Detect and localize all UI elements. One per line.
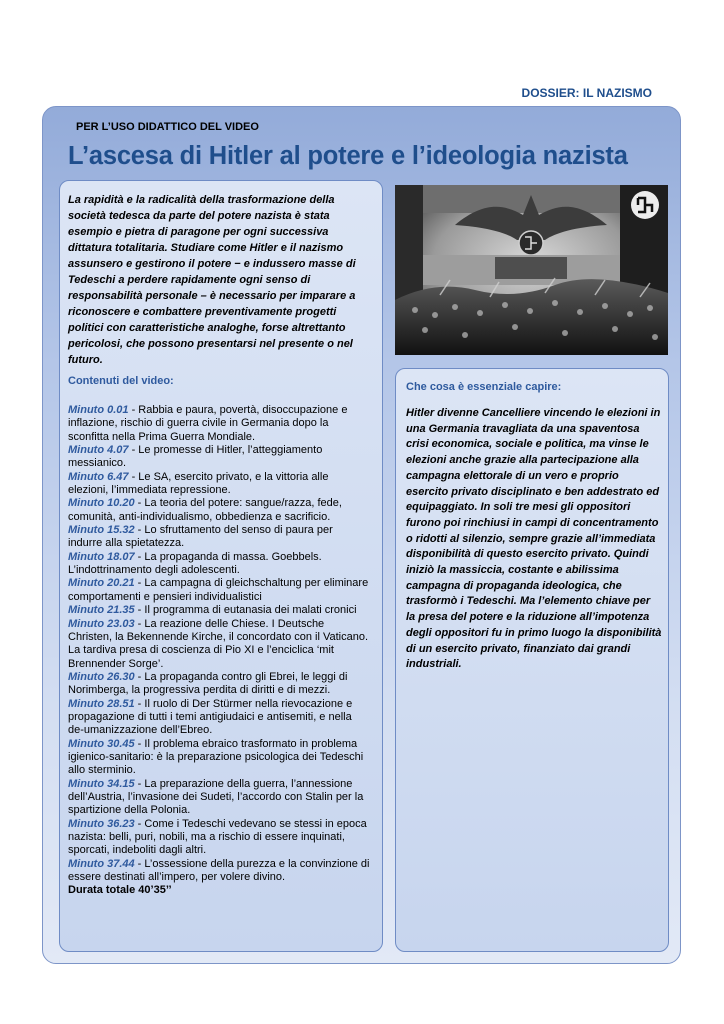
- minute-description: - La propaganda di massa. Goebbels. L’indottrinamento degli adolescenti.: [68, 550, 322, 577]
- contenuti-heading: Contenuti del video:: [68, 375, 174, 387]
- minute-entry: [68, 818, 370, 858]
- minute-label: Minuto 23.03: [68, 617, 135, 630]
- minute-label: Minuto 30.45: [68, 737, 135, 750]
- minute-description: - Il programma di eutanasia dei malati cronici: [134, 604, 357, 617]
- durata-totale: Durata totale 40’35’’: [68, 884, 172, 897]
- minute-description: - Il ruolo di Der Stürmer nella rievocazione e propagazione di tutti i temi antigiudaici e antisemiti, e nella de-umanizzazione dell’Ebreo.: [68, 697, 353, 737]
- page-title: L’ascesa di Hitler al potere e l’ideologia nazista: [68, 142, 628, 170]
- minute-label: Minuto 18.07: [68, 550, 135, 563]
- minute-entry: [68, 497, 370, 524]
- minute-description: - Rabbia e paura, povertà, disoccupazione e inflazione, rischio di guerra civile in Germania dopo la sconfitta nella Prima Guerra Mondiale.: [68, 404, 348, 443]
- minute-entry: [68, 858, 370, 885]
- minute-label: Minuto 37.44: [68, 857, 135, 870]
- essenziale-text: Hitler divenne Cancelliere vincendo le elezioni in una Germania travagliata da una spaventosa crisi economica, sociale e politica, ma vinse le elezioni anche grazie alla partecipazione alla campagna elettorale di un vero e proprio esercito privato disciplinato e ben addestrato ed equipaggiato. In soli tre mesi gli oppositori furono poi rinchiusi in campi di concentramento o ridotti al silenzio, sempre grazie all’immediata disponibilità di questo esercito privato. Quindi iniziò la massiccia, costante e abilissima campagna di propaganda ideologica, che trasformò i Tedeschi. Ma l’elemento chiave per la presa del potere e la riduzione all’impotenza degli oppositori fu in primo luogo la disponibilità di un esercito privato, finanziato dai grandi industriali.: [406, 407, 662, 671]
- minute-description: - Come i Tedeschi vedevano se stessi in epoca nazista: belli, puri, nobili, ma a rischio di essere inquinati, sporcati, indeboliti dagli altri.: [68, 817, 367, 857]
- intro-text: La rapidità e la radicalità della trasformazione della società tedesca da parte del potere nazista è stata esempio e pietra di paragone per ogni successiva dittatura totalitaria. Studiare come Hitler e il nazismo assunsero e gestirono il potere − e indussero masse di Tedeschi a perdere rapidamente ogni senso di responsabilità personale – è necessario per imparare a riconoscere e combattere preventivamente progetti politici con caratteristiche analoghe, forse altrettanto pericolosi, che possono presentarsi nel presente o nel futuro.: [68, 194, 356, 366]
- minute-description: - Lo sfruttamento del senso di paura per indurre alla spietatezza.: [68, 524, 333, 550]
- minute-label: Minuto 10.20: [68, 497, 135, 510]
- minute-label: Minuto 15.32: [68, 524, 135, 537]
- minute-entry: [68, 778, 370, 818]
- minute-label: Minuto 21.35: [68, 604, 135, 617]
- minute-description: - La reazione delle Chiese. I Deutsche Christen, la Bekennende Kirche, il concordato con il Vaticano. La tardiva presa di coscienza di Pio XI e l’enciclica ‘mit Brennender Sorge’.: [68, 617, 369, 670]
- per-uso-label: PER L’USO DIDATTICO DEL VIDEO: [76, 121, 259, 133]
- minute-entry: [68, 698, 370, 738]
- essenziale-heading: Che cosa è essenziale capire:: [406, 381, 562, 393]
- minute-entry: [68, 618, 370, 671]
- minute-description: - Le promesse di Hitler, l’atteggiamento messianico.: [68, 444, 323, 470]
- minute-label: Minuto 0.01: [68, 404, 129, 416]
- minute-label: Minuto 26.30: [68, 670, 135, 683]
- historical-photo: [395, 185, 668, 355]
- minute-label: Minuto 36.23: [68, 817, 135, 830]
- minute-description: - La campagna di gleichschaltung per eliminare comportamenti e pensieri individualistici: [68, 577, 369, 603]
- minute-entry: [68, 524, 370, 551]
- minute-entry: [68, 551, 370, 578]
- minute-entry: [68, 404, 370, 444]
- minute-entry: [68, 604, 370, 617]
- minute-description: - Il problema ebraico trasformato in problema igienico-sanitario: è la preparazione psicologica dei Tedeschi allo sterminio.: [68, 737, 364, 777]
- minute-label: Minuto 20.21: [68, 577, 135, 590]
- minute-entry: [68, 738, 370, 778]
- minute-description: - La teoria del potere: sangue/razza, fede, comunità, anti-individualismo, obbedienza e sacrificio.: [68, 497, 342, 523]
- minute-description: - Le SA, esercito privato, e la vittoria alle elezioni, l’immediata repressione.: [68, 470, 329, 497]
- minute-entry: [68, 471, 370, 498]
- minutes-list: [68, 404, 370, 898]
- minute-label: Minuto 34.15: [68, 777, 135, 790]
- dossier-label: DOSSIER: IL NAZISMO: [521, 86, 652, 100]
- minute-description: - La preparazione della guerra, l’annessione dell’Austria, l’invasione dei Sudeti, l’accordo con Stalin per la spartizione della Polonia.: [68, 777, 364, 817]
- minute-label: Minuto 6.47: [68, 470, 129, 483]
- minute-description: - L’ossessione della purezza e la convinzione di essere destinati all’impero, per volere divino.: [68, 857, 370, 884]
- minute-entry: [68, 671, 370, 698]
- minute-label: Minuto 4.07: [68, 444, 129, 457]
- historical-photo-reichstag-icon: [395, 185, 668, 355]
- minute-entry: [68, 444, 370, 471]
- minute-label: Minuto 28.51: [68, 697, 135, 710]
- minute-description: - La propaganda contro gli Ebrei, le leggi di Norimberga, la progressiva perdita di diritti e di mezzi.: [68, 670, 348, 697]
- minute-entry: [68, 577, 370, 604]
